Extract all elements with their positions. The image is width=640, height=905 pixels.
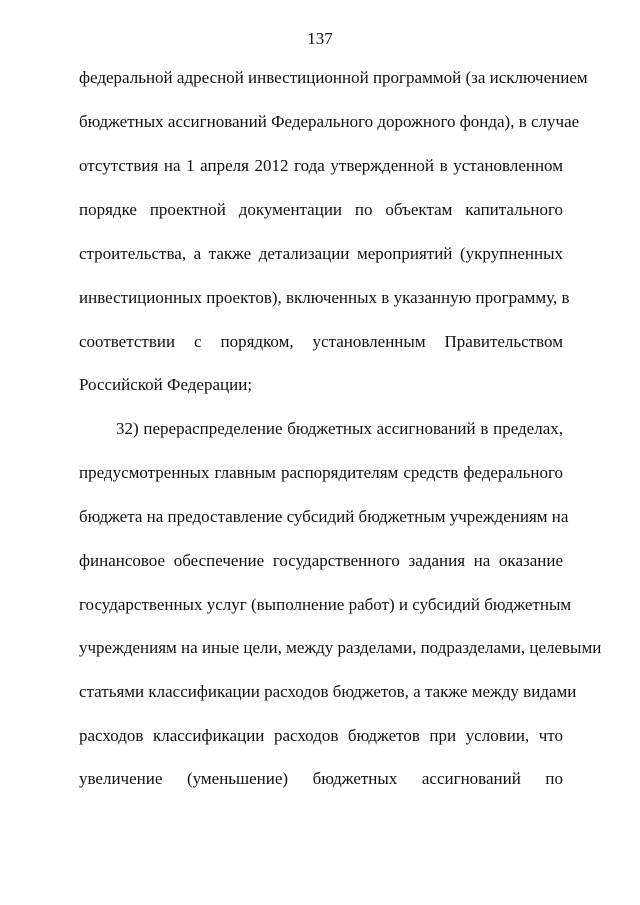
paragraph-start-line: 32) перераспределение бюджетных ассигнований в пределах, (116, 419, 563, 438)
text-line: государственных услуг (выполнение работ) и субсидий бюджетным (79, 595, 572, 614)
text-line: бюджета на предоставление субсидий бюджетным учреждениям на (79, 507, 569, 526)
text-line: отсутствия на 1 апреля 2012 года утвержденной в установленном (79, 156, 563, 175)
text-line: строительства, а также детализации мероприятий (укрупненных (79, 244, 563, 263)
text-line: расходов классификации расходов бюджетов при условии, что (79, 726, 563, 745)
text-line: Российской Федерации; (79, 375, 253, 394)
page-number: 137 (307, 29, 333, 48)
text-line: порядке проектной документации по объектам капитального (79, 200, 563, 219)
text-line: бюджетных ассигнований Федерального дорожного фонда), в случае (79, 112, 580, 131)
text-line: финансовое обеспечение государственного задания на оказание (79, 551, 563, 570)
text-line: увеличение (уменьшение) бюджетных ассигнований по (79, 769, 563, 788)
text-line: статьями классификации расходов бюджетов, а также между видами (79, 682, 577, 701)
text-line: предусмотренных главным распорядителям средств федерального (79, 463, 563, 482)
text-line: соответствии с порядком, установленным Правительством (79, 332, 563, 351)
text-line: инвестиционных проектов), включенных в указанную программу, в (79, 288, 570, 307)
text-line: федеральной адресной инвестиционной программой (за исключением (79, 68, 588, 87)
text-line: учреждениям на иные цели, между разделами, подразделами, целевыми (79, 638, 602, 657)
